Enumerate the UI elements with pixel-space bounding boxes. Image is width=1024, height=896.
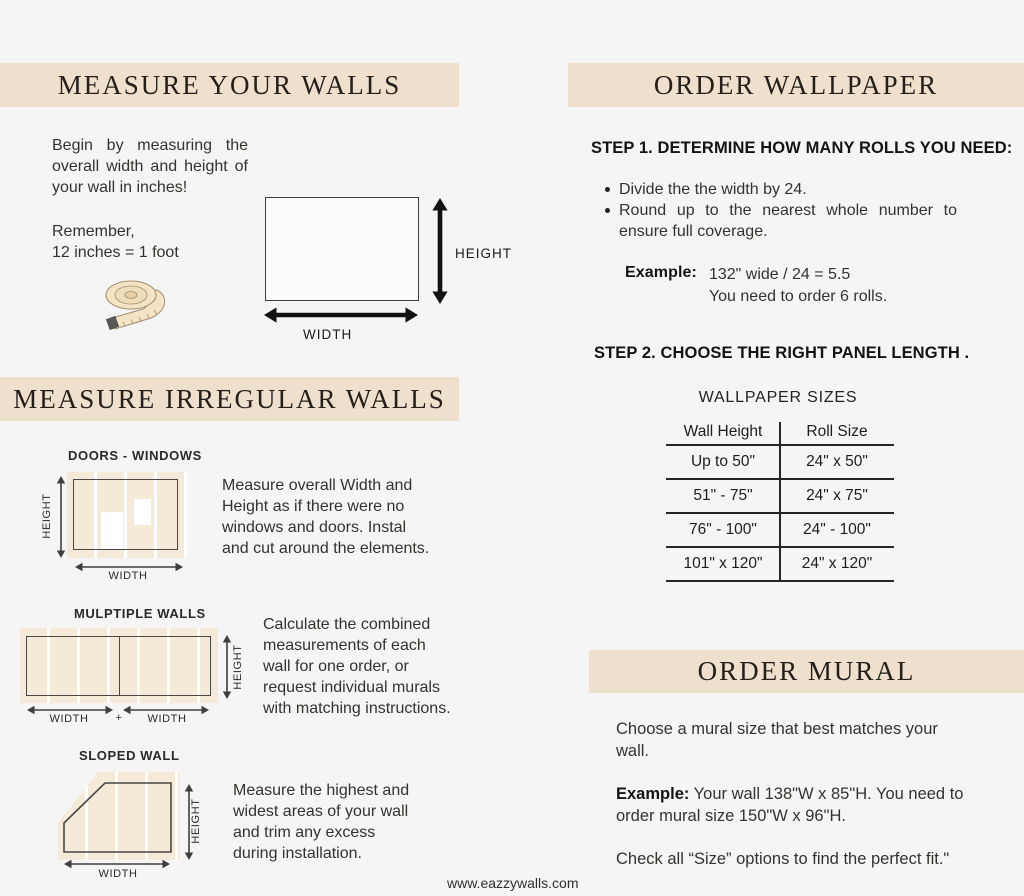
bullet-text: Divide the the width by 24.: [619, 181, 807, 198]
height-arrow-icon: [431, 197, 449, 305]
height-dimension-label: HEIGHT: [455, 246, 513, 261]
description-line: with matching instructions.: [263, 700, 451, 717]
description-line: measurements of each: [263, 637, 426, 654]
mural-example: [616, 783, 976, 827]
order-mural-title: ORDER MURAL: [697, 656, 916, 686]
step1-heading: STEP 1. DETERMINE HOW MANY ROLLS YOU NEED:: [591, 139, 1013, 157]
mural-intro: Choose a mural size that best matches your wall.: [616, 720, 938, 760]
wall-divider-line: [119, 637, 121, 695]
sloped-wall-description: [233, 780, 409, 864]
example-text: Your wall 138"W x 85"H. You need to order mural size 150"W x 96"H.: [616, 785, 964, 825]
example-label: Example:: [616, 785, 690, 803]
width-arrow-icon: [263, 306, 419, 324]
width-dimension-label: WIDTH: [98, 868, 138, 880]
width-dimension-label: WIDTH: [147, 713, 187, 725]
doors-windows-wall-outline: [73, 479, 178, 550]
roll-size-cell: 24" x 75": [806, 487, 868, 504]
description-line: and trim any excess: [233, 824, 376, 841]
description-line: Measure the highest and: [233, 782, 410, 799]
width-dimension-label: WIDTH: [49, 713, 89, 725]
description-line: Measure overall Width and: [222, 477, 413, 494]
description-line: and cut around the elements.: [222, 540, 430, 557]
doors-windows-description: [222, 475, 429, 559]
remember-line-2: 12 inches = 1 foot: [52, 244, 179, 261]
sloped-wall-outline: [58, 772, 180, 860]
multiple-walls-description: [263, 614, 451, 719]
website-url: www.eazzywalls.com: [447, 875, 579, 891]
plus-sign: +: [115, 712, 123, 724]
height-dimension-label: HEIGHT: [232, 644, 244, 690]
table-column-divider: [779, 422, 781, 580]
height-dimension-label: HEIGHT: [190, 798, 202, 844]
step1-example: [625, 264, 887, 307]
description-line: during installation.: [233, 845, 362, 862]
remember-line-1: Remember,: [52, 223, 135, 240]
measure-walls-banner: [0, 63, 459, 107]
bullet-text: Round up to the nearest whole number to ensure full coverage.: [619, 202, 957, 240]
height-dimension-label: HEIGHT: [41, 493, 53, 539]
measure-walls-title: MEASURE YOUR WALLS: [57, 69, 402, 100]
sloped-wall-label: SLOPED WALL: [79, 748, 180, 763]
remember-note: [52, 221, 179, 263]
bullet-item: [605, 179, 957, 200]
roll-size-cell: 24" - 100": [803, 521, 871, 538]
bullet-icon: [605, 187, 610, 192]
example-lines: [709, 264, 887, 307]
wallpaper-sizes-table: [666, 419, 894, 582]
example-label: Example:: [625, 264, 697, 281]
width-dimension-label: WIDTH: [303, 327, 353, 342]
order-wallpaper-banner: [568, 63, 1024, 107]
bullet-item: [605, 200, 957, 242]
measuring-tape-icon: [93, 276, 185, 338]
multiple-walls-outline: [26, 636, 211, 696]
column-header-wall-height: Wall Height: [683, 422, 763, 440]
height-arrow-icon: [55, 476, 67, 558]
measure-irregular-banner: [0, 377, 459, 421]
column-header-roll-size: Roll Size: [806, 422, 868, 440]
wall-diagram: [265, 197, 419, 301]
wall-height-cell: 51" - 75": [693, 487, 753, 504]
width-dimension-label: WIDTH: [108, 570, 148, 582]
wall-height-cell: 101" x 120": [683, 555, 763, 572]
wall-height-cell: 76" - 100": [689, 521, 757, 538]
description-line: Calculate the combined: [263, 616, 431, 633]
description-line: Height as if there were no: [222, 498, 405, 515]
roll-size-cell: 24" x 50": [806, 453, 868, 470]
order-mural-banner: [589, 650, 1024, 693]
example-line-2: You need to order 6 rolls.: [708, 287, 888, 305]
description-line: widest areas of your wall: [233, 803, 409, 820]
window-shape: [134, 499, 151, 525]
doors-windows-label: DOORS - WINDOWS: [68, 448, 202, 463]
order-wallpaper-title: ORDER WALLPAPER: [653, 69, 939, 100]
door-shape: [101, 512, 123, 549]
table-title: WALLPAPER SIZES: [698, 389, 858, 406]
multiple-walls-label: MULPTIPLE WALLS: [74, 606, 206, 621]
measure-walls-intro: Begin by measuring the overall width and height of your wall in inches!: [52, 137, 248, 196]
step2-heading: STEP 2. CHOOSE THE RIGHT PANEL LENGTH .: [594, 344, 970, 362]
description-line: request individual murals: [263, 679, 440, 696]
mural-note: Check all “Size” options to find the perfect fit.": [616, 850, 950, 868]
measure-irregular-title: MEASURE IRREGULAR WALLS: [13, 383, 446, 414]
description-line: windows and doors. Instal: [222, 519, 407, 536]
roll-size-cell: 24" x 120": [801, 555, 873, 572]
example-line-1: 132" wide / 24 = 5.5: [708, 266, 851, 283]
description-line: wall for one order, or: [263, 658, 409, 675]
bullet-icon: [605, 208, 610, 213]
step1-bullets: [605, 179, 957, 242]
wall-height-cell: Up to 50": [690, 453, 756, 470]
